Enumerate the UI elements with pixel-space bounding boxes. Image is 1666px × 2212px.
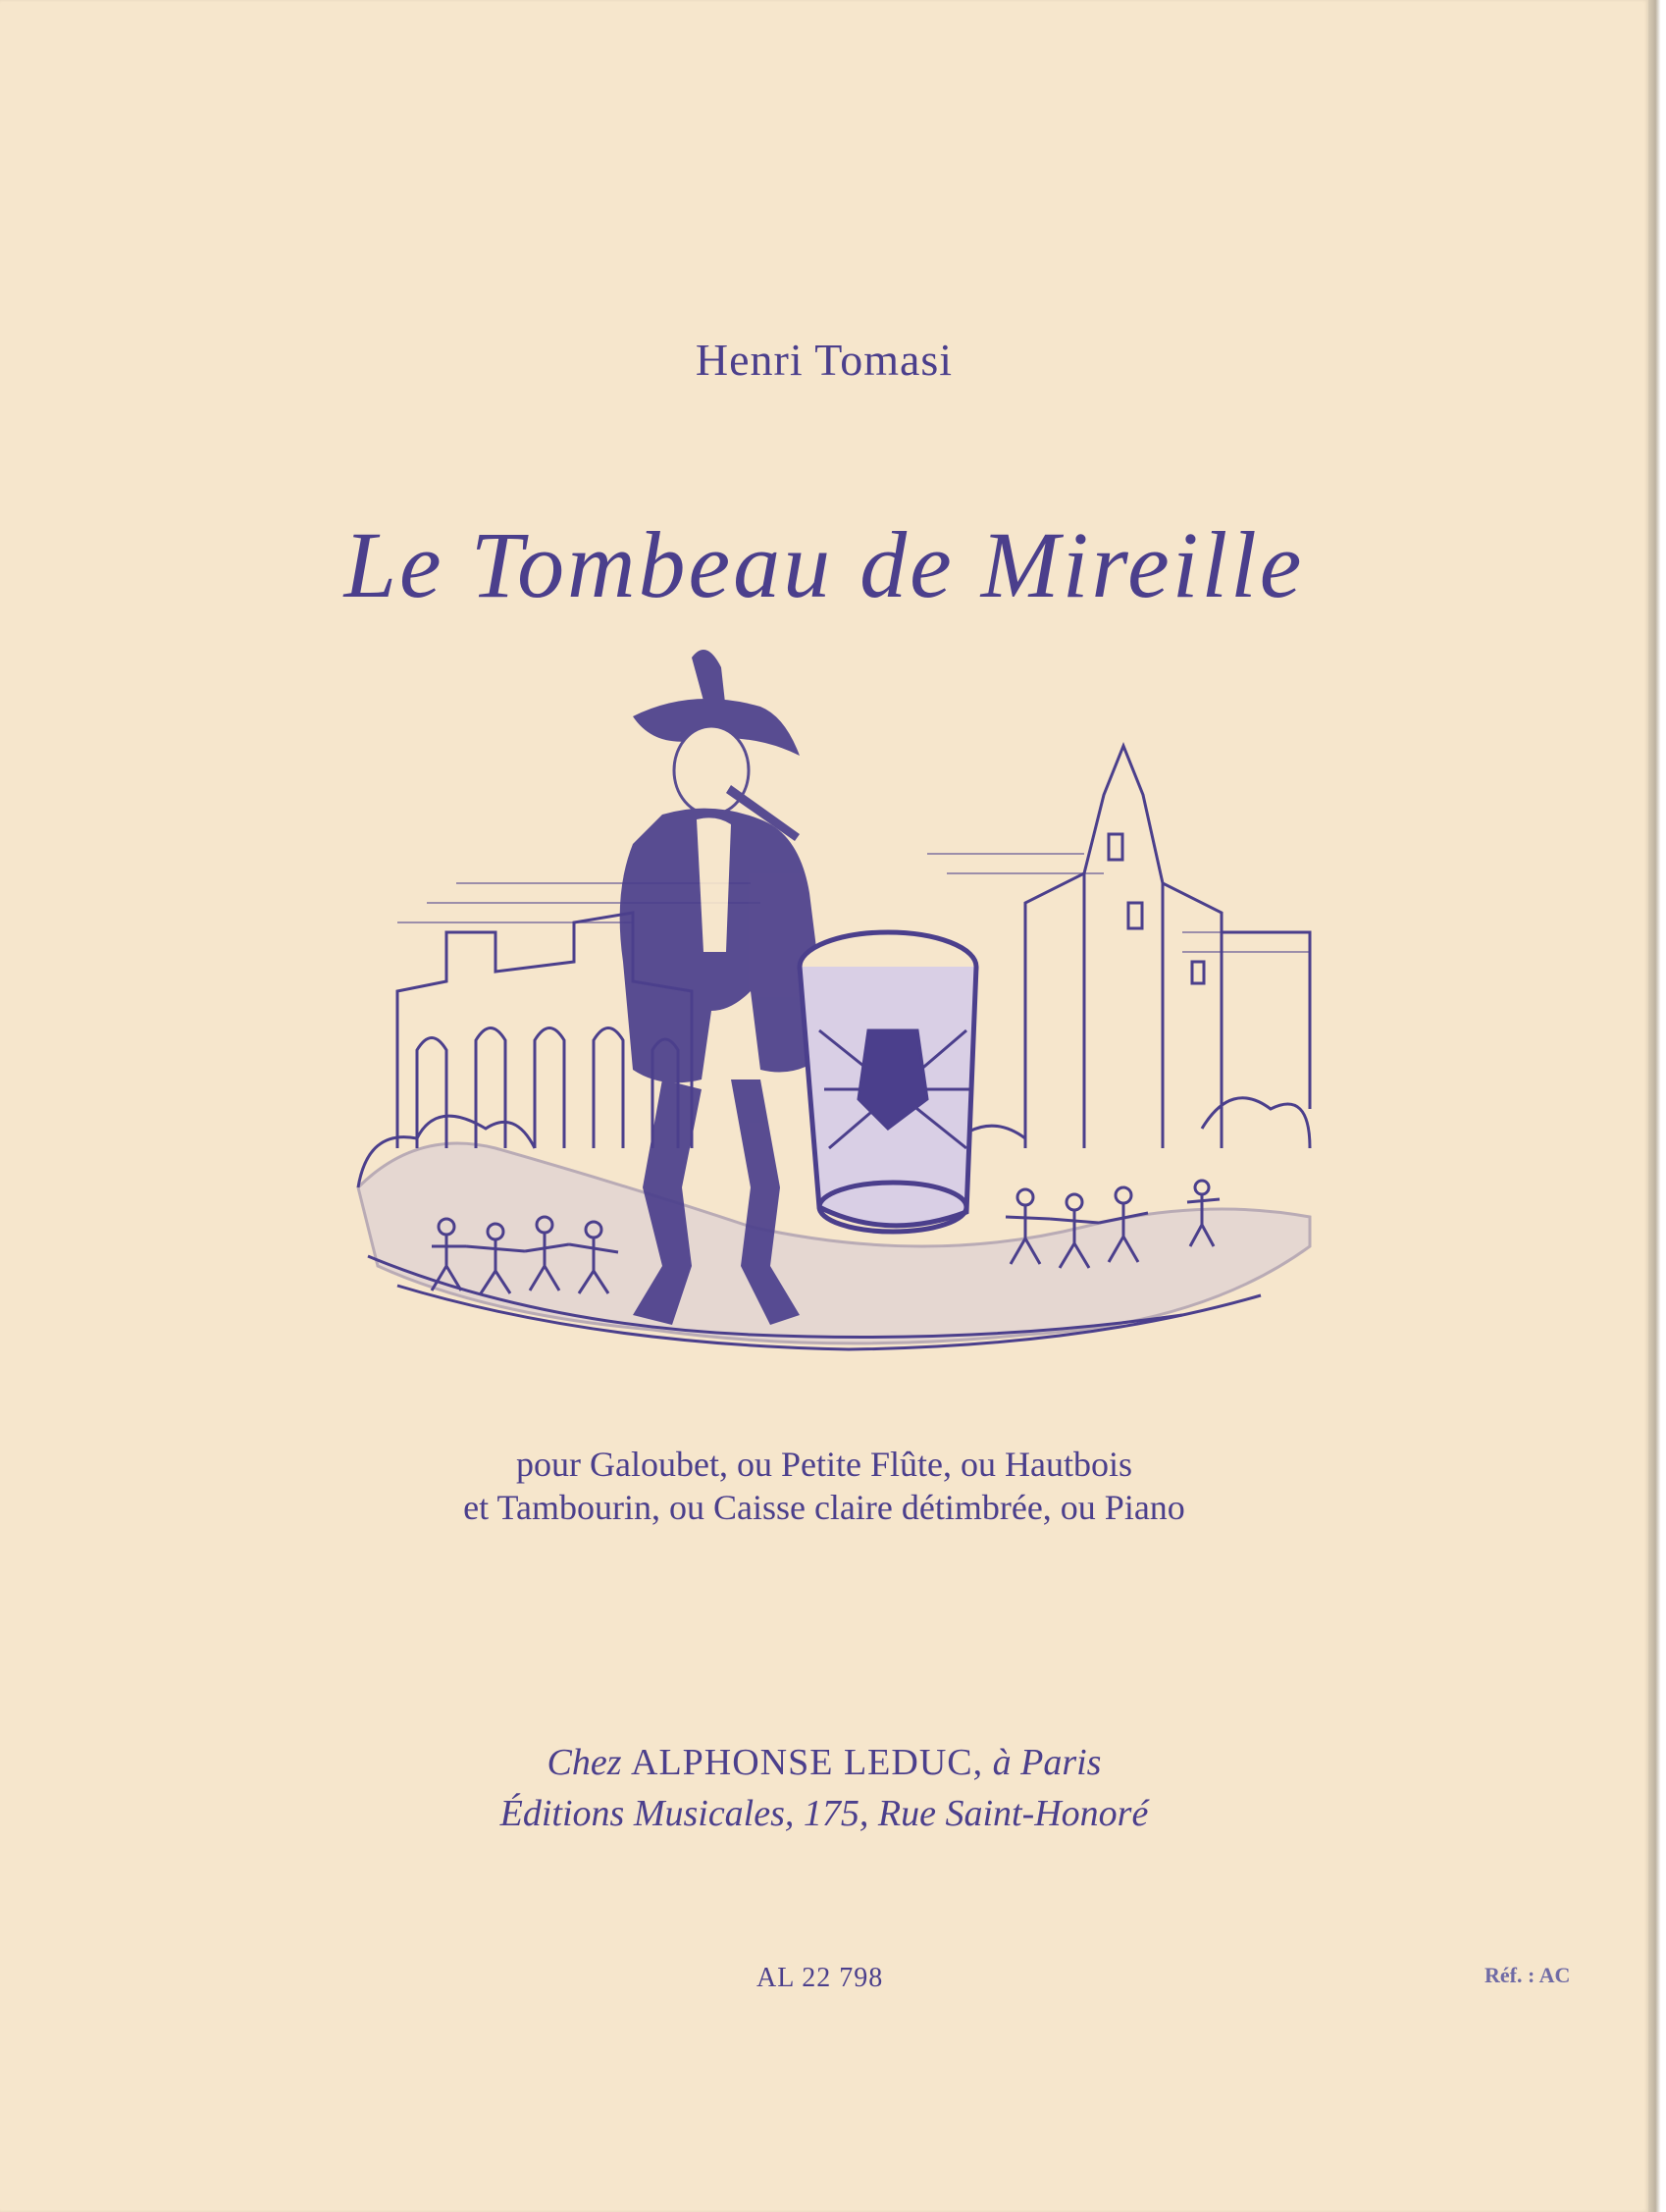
- publisher-line-1: [0, 1737, 1648, 1788]
- instrumentation-line-2: et Tambourin, ou Caisse claire détimbrée, ou Piano: [463, 1488, 1185, 1527]
- cover-illustration: [338, 638, 1320, 1403]
- page-edge: [1648, 0, 1666, 2212]
- publisher-address: Éditions Musicales, 175, Rue Saint-Honoré: [499, 1793, 1149, 1834]
- publisher-chez: Chez: [547, 1742, 622, 1783]
- instrumentation: [0, 1443, 1648, 1529]
- work-title: Le Tombeau de Mireille: [343, 512, 1305, 617]
- instrumentation-line-1: pour Galoubet, ou Petite Flûte, ou Hautbois: [516, 1445, 1132, 1484]
- reference-code: Réf. : AC: [1484, 1963, 1571, 1987]
- catalog-number: AL 22 798: [756, 1963, 884, 1993]
- composer-name: Henri Tomasi: [695, 335, 954, 385]
- publisher-city: à Paris: [992, 1742, 1102, 1783]
- publisher-name: ALPHONSE LEDUC,: [631, 1742, 984, 1783]
- publisher-block: [0, 1737, 1648, 1839]
